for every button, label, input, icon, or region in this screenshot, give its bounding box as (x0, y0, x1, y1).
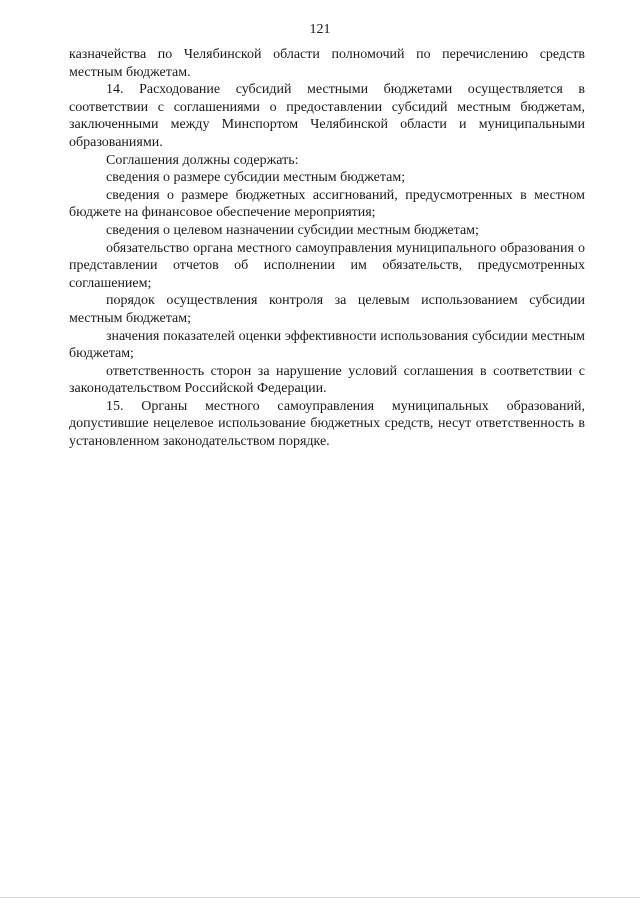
paragraph-agreements-intro: Соглашения должны содержать: (106, 152, 299, 168)
list-item-target-purpose: сведения о целевом назначении субсидии местным бюджетам; (106, 222, 479, 238)
list-item-efficiency-indicators: значения показателей оценки эффективности использования субсидии местным бюджетам; (69, 328, 585, 362)
list-item-reporting-obligation: обязательство органа местного самоуправления муниципального образования о представлении отчетов об исполнении им обязательств, предусмотренных соглашением; (69, 240, 585, 291)
paragraph-item-15: 15. Органы местного самоуправления муниципальных образований, допустившие нецелевое использование бюджетных средств, несут ответственность в установленном законодательством порядке. (69, 398, 585, 450)
list-item-budget-allocations: сведения о размере бюджетных ассигнований, предусмотренных в местном бюджете на финансовое обеспечение мероприятия; (69, 187, 585, 221)
list-item-control-procedure: порядок осуществления контроля за целевым использованием субсидии местным бюджетам; (69, 293, 585, 326)
paragraph-continuation: казначейства по Челябинской области полномочий по перечислению средств местным бюджетам. (69, 47, 585, 80)
list-item-liability: ответственность сторон за нарушение условий соглашения в соответствии с законодательством Российской Федерации. (69, 363, 585, 397)
page-number: 121 (309, 22, 331, 37)
document-body (69, 46, 585, 451)
page-bottom-edge (0, 897, 640, 898)
list-item-subsidy-size: сведения о размере субсидии местным бюджетам; (106, 170, 406, 186)
paragraph-item-14: 14. Расходование субсидий местными бюджетами осуществляется в соответствии с соглашениями о предоставлении субсидий местным бюджетам, заключенными между Минспортом Челябинской области и муниципальными образованиями. (69, 82, 585, 150)
